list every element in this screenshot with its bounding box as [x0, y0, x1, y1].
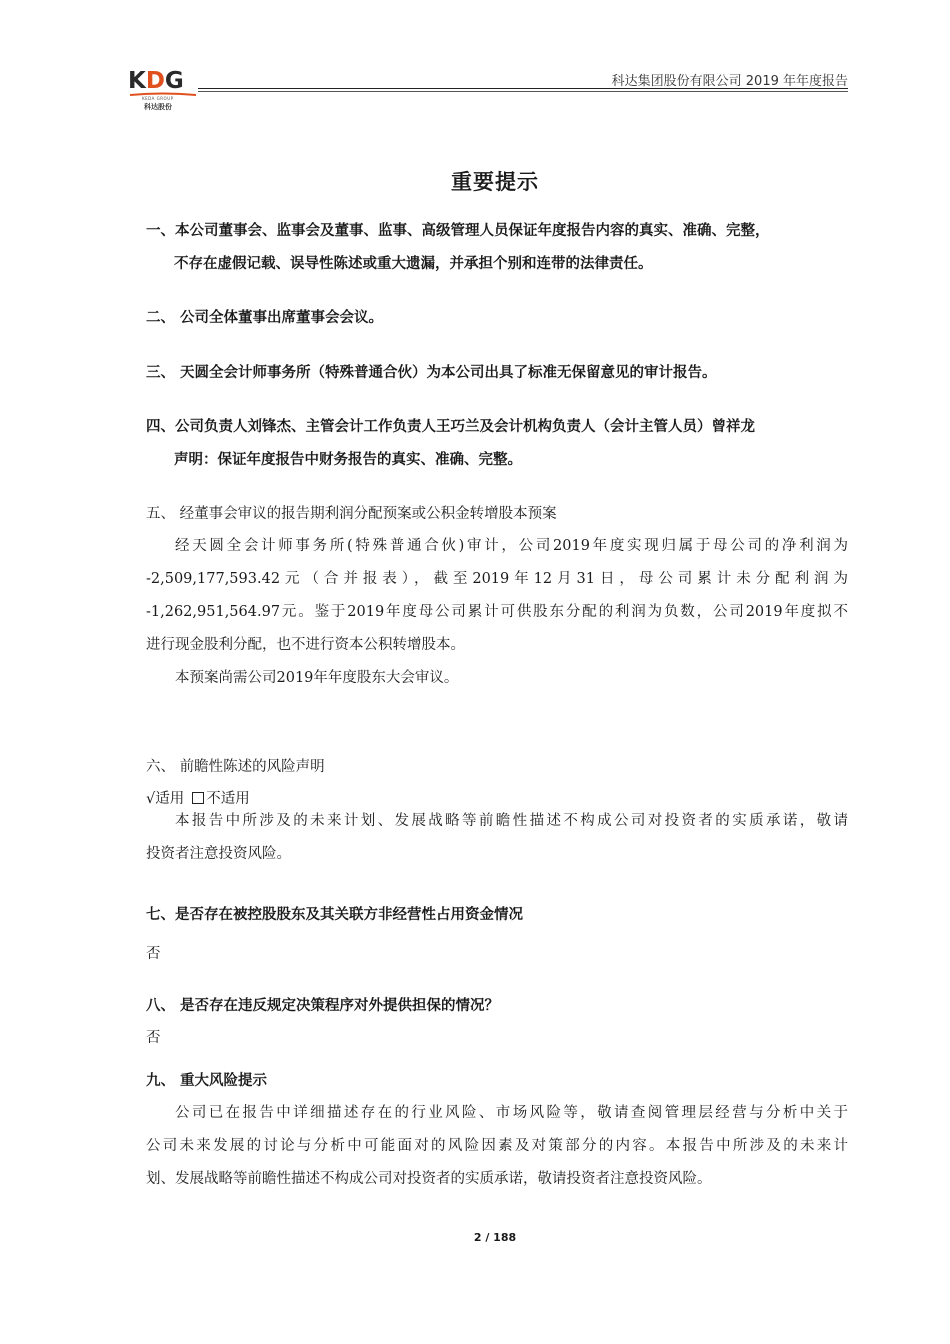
section-5-para-line-5: 本预案尚需公司2019年年度股东大会审议。 — [175, 670, 459, 686]
section-5-para-line-2: -2,509,177,593.42元（合并报表），截至2019年12月31日，母公司累计未分配利润为 — [146, 571, 848, 587]
page-number: 2 / 188 — [473, 1231, 517, 1244]
section-5-para-line-3: -1,262,951,564.97元。鉴于2019年度母公司累计可供股东分配的利润为负数，公司2019年度拟不 — [146, 604, 848, 620]
section-5-para-line-1: 经天圆全会计师事务所(特殊普通合伙)审计，公司2019年度实现归属于母公司的净利润为 — [175, 538, 848, 554]
logo-text: KDG — [128, 68, 184, 94]
header-rule — [198, 88, 848, 89]
page-title: 重要提示 — [451, 170, 539, 194]
section-6-heading: 六、 前瞻性陈述的风险声明 — [146, 759, 325, 775]
company-logo — [128, 68, 198, 116]
section-1-line-1: 一、本公司董事会、监事会及董事、监事、高级管理人员保证年度报告内容的真实、准确、完整， — [146, 223, 770, 239]
section-4-line-2: 声明：保证年度报告中财务报告的真实、准确、完整。 — [174, 452, 522, 468]
section-7-heading: 七、是否存在被控股股东及其关联方非经营性占用资金情况 — [146, 907, 523, 923]
section-6-para-line-1: 本报告中所涉及的未来计划、发展战略等前瞻性描述不构成公司对投资者的实质承诺，敬请 — [175, 813, 848, 829]
applicable-label: 适用 — [155, 791, 185, 807]
section-8-answer: 否 — [146, 1030, 161, 1046]
section-2: 二、 公司全体董事出席董事会会议。 — [146, 310, 384, 326]
empty-checkbox-icon — [192, 792, 204, 804]
logo-chinese-name: 科达股份 — [144, 103, 172, 111]
section-3: 三、 天圆全会计师事务所（特殊普通合伙）为本公司出具了标准无保留意见的审计报告。 — [146, 365, 717, 381]
section-9-heading: 九、 重大风险提示 — [146, 1073, 268, 1089]
section-5-para-line-4: 进行现金股利分配，也不进行资本公积转增股本。 — [146, 637, 465, 653]
section-7-answer: 否 — [146, 946, 161, 962]
section-9-para-line-2: 公司未来发展的讨论与分析中可能面对的风险因素及对策部分的内容。本报告中所涉及的未来计 — [146, 1138, 848, 1154]
section-9-para-line-3: 划、发展战略等前瞻性描述不构成公司对投资者的实质承诺，敬请投资者注意投资风险。 — [146, 1171, 712, 1187]
header-rule-thin — [198, 91, 848, 92]
applicability-checkbox-row — [146, 787, 250, 808]
section-4-line-1: 四、公司负责人刘锋杰、主管会计工作负责人王巧兰及会计机构负责人（会计主管人员）曾祥龙 — [146, 419, 755, 435]
section-5-heading: 五、 经董事会审议的报告期利润分配预案或公积金转增股本预案 — [146, 506, 557, 522]
document-header-title: 科达集团股份有限公司 2019 年年度报告 — [611, 74, 848, 89]
section-6-para-line-2: 投资者注意投资风险。 — [146, 846, 291, 862]
check-mark-icon: √ — [146, 791, 156, 807]
section-1-line-2: 不存在虚假记载、误导性陈述或重大遗漏，并承担个别和连带的法律责任。 — [174, 256, 653, 272]
logo-subtitle: KEDA GROUP — [142, 96, 174, 101]
not-applicable-label: 不适用 — [206, 791, 250, 807]
section-8-heading: 八、 是否存在违反规定决策程序对外提供担保的情况？ — [146, 998, 500, 1014]
section-9-para-line-1: 公司已在报告中详细描述存在的行业风险、市场风险等，敬请查阅管理层经营与分析中关于 — [175, 1105, 848, 1121]
